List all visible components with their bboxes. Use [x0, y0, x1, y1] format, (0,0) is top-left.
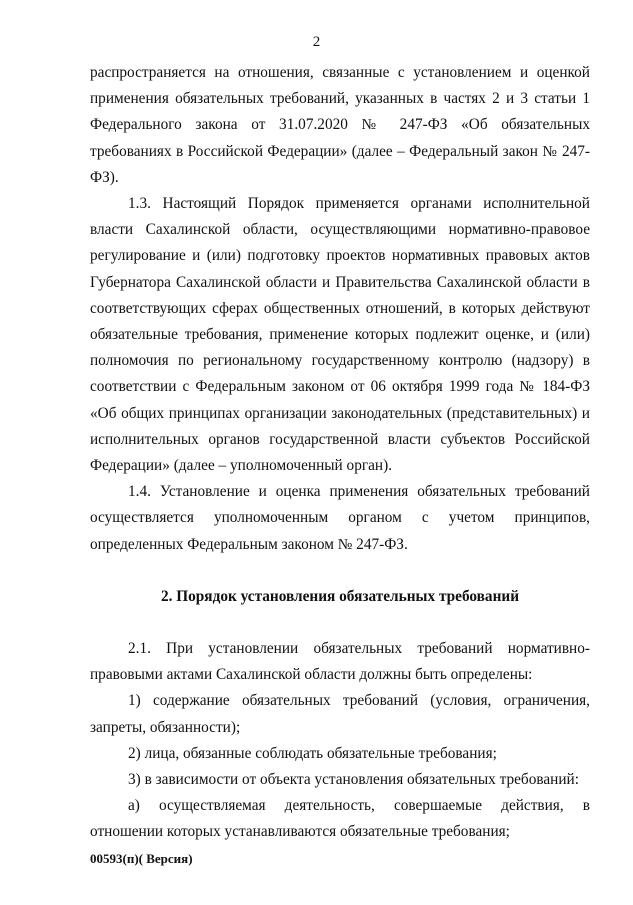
list-item-1: 1) содержание обязательных требований (условия, ограничения, запреты, обязанности);	[90, 692, 590, 736]
paragraph-continuation: распространяется на отношения, связанные с установлением и оценкой применения обязательных требований, указанных в частях 2 и 3 статьи 1 Федерального закона от 31.07.2020 № 247-ФЗ «Об обязательных требованиях в Российской Федерации» (далее – Федеральный закон № 247-ФЗ).	[90, 64, 590, 186]
document-footer: 00593(п)( Версия)	[90, 851, 193, 866]
document-body	[90, 60, 590, 846]
paragraph-1-4: 1.4. Установление и оценка применения обязательных требований осуществляется уполномоченным органом с учетом принципов, определенных Федеральным законом № 247-ФЗ.	[90, 483, 590, 553]
section-heading: 2. Порядок установления обязательных требований	[160, 587, 520, 605]
list-item-2: 2) лица, обязанные соблюдать обязательные требования;	[128, 744, 497, 762]
paragraph-1-3: 1.3. Настоящий Порядок применяется органами исполнительной власти Сахалинской области, осуществляющими нормативно-правовое регулирование и (или) подготовку проектов нормативных правовых актов Губернатора Сахалинской области и Правительства Сахалинской области в соответствующих сферах общественных отношений, в которых действуют обязательные требования, применение которых подлежит оценке, и (или) полномочия по региональному государственному контролю (надзору) в соответствии с Федеральным законом от 06 октября 1999 года № 184-ФЗ «Об общих принципах организации законодательных (представительных) и исполнительных органов государственной власти субъектов Российской Федерации» (далее – уполномоченный орган).	[90, 195, 590, 475]
list-item-3a: а) осуществляемая деятельность, совершаемые действия, в отношении которых устанавливаются обязательные требования;	[90, 797, 590, 841]
list-item-3: 3) в зависимости от объекта установления обязательных требований:	[128, 771, 579, 789]
page-number: 2	[312, 34, 321, 50]
paragraph-2-1: 2.1. При установлении обязательных требований нормативно-правовыми актами Сахалинской области должны быть определены:	[90, 640, 590, 684]
